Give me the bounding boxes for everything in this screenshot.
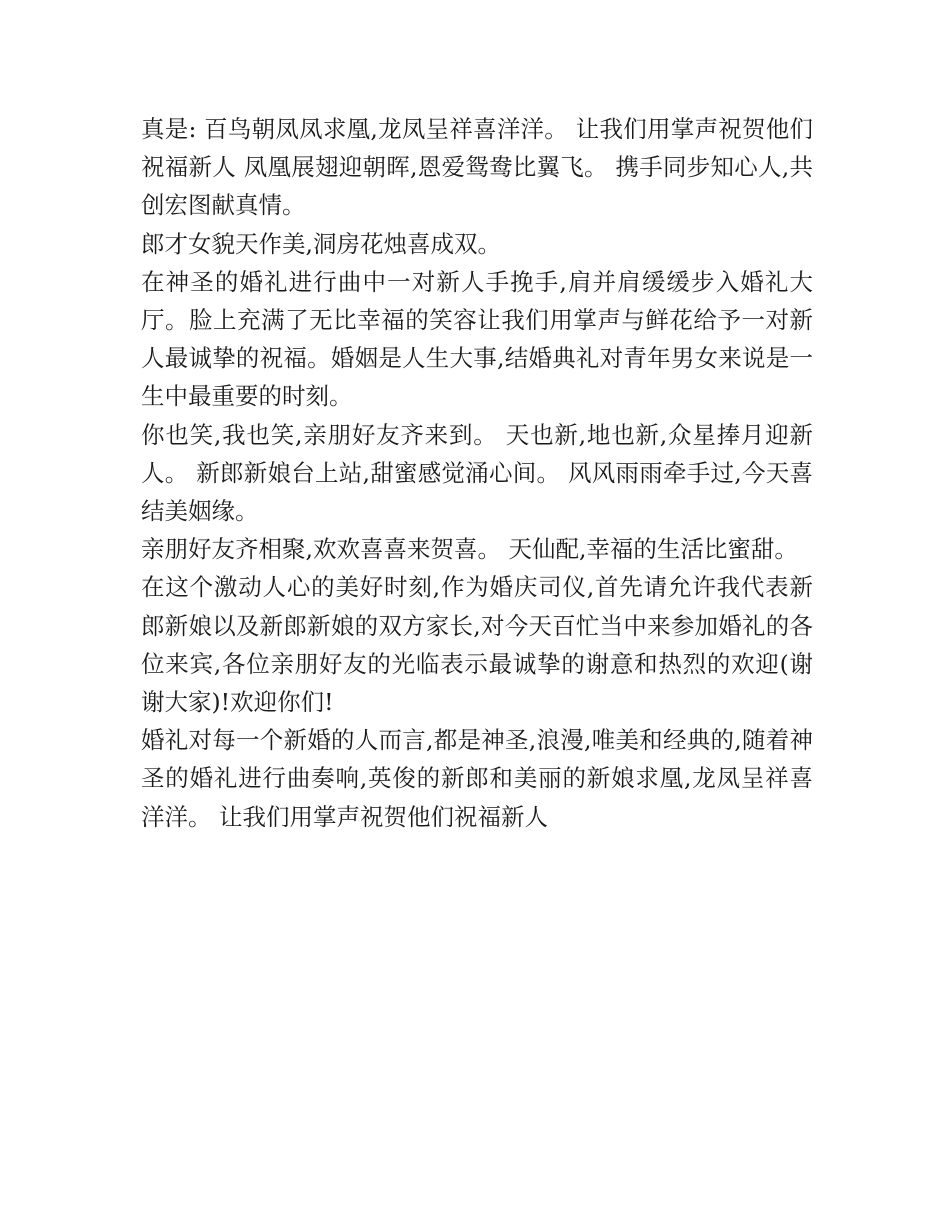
paragraph-6: 在这个激动人心的美好时刻,作为婚庆司仪,首先请允许我代表新郎新娘以及新郎新娘的双方家长,对今天百忙当中来参加婚礼的各位来宾,各位亲朋好友的光临表示最诚挚的谢意和热烈的欢迎(谢谢大家)!欢迎你们!	[141, 573, 813, 717]
paragraph-4: 你也笑,我也笑,亲朋好友齐来到。 天也新,地也新,众星捧月迎新人。 新郎新娘台上站,甜蜜感觉涌心间。 风风雨雨牵手过,今天喜结美姻缘。	[141, 420, 813, 526]
paragraph-1: 真是: 百鸟朝凤凤求凰,龙凤呈祥喜洋洋。 让我们用掌声祝贺他们祝福新人 凤凰展翅迎朝晖,恩爱鸳鸯比翼飞。 携手同步知心人,共创宏图献真情。	[141, 115, 813, 220]
paragraph-5: 亲朋好友齐相聚,欢欢喜喜来贺喜。 天仙配,幸福的生活比蜜甜。	[141, 535, 798, 564]
paragraph-7: 婚礼对每一个新婚的人而言,都是神圣,浪漫,唯美和经典的,随着神圣的婚礼进行曲奏响,英俊的新郎和美丽的新娘求凰,龙凤呈祥喜洋洋。 让我们用掌声祝贺他们祝福新人	[141, 726, 813, 831]
paragraph-3: 在神圣的婚礼进行曲中一对新人手挽手,肩并肩缓缓步入婚礼大厅。脸上充满了无比幸福的笑容让我们用掌声与鲜花给予一对新人最诚挚的祝福。婚姻是人生大事,结婚典礼对青年男女来说是一生中最重要的时刻。	[141, 267, 813, 411]
paragraph-2: 郎才女貌天作美,洞房花烛喜成双。	[141, 229, 501, 258]
document-body	[141, 110, 813, 836]
